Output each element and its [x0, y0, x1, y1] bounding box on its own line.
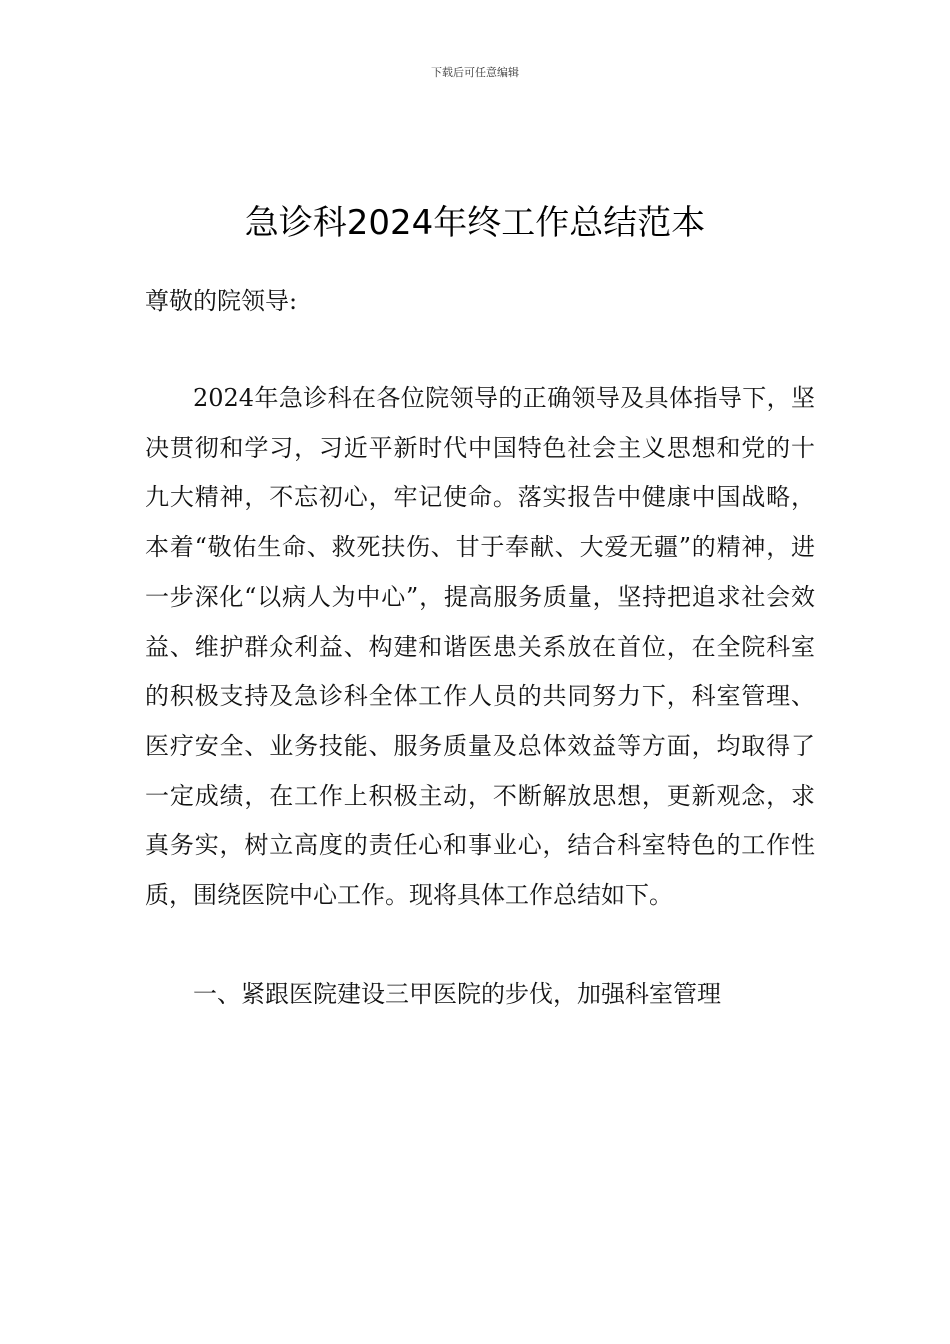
document-title: 急诊科2024年终工作总结范本 [244, 202, 706, 243]
header-note: 下载后可任意编辑 [431, 66, 519, 79]
body-paragraph: 2024年急诊科在各位院领导的正确领导及具体指导下，坚决贯彻和学习，习近平新时代中国特色社会主义思想和党的十九大精神，不忘初心，牢记使命。落实报告中健康中国战略，本着“敬佑生命、救死扶伤、甘于奉献、大爱无疆”的精神，进一步深化“以病人为中心”，提高服务质量，坚持把追求社会效益、维护群众利益、构建和谐医患关系放在首位，在全院科室的积极支持及急诊科全体工作人员的共同努力下，科室管理、医疗安全、业务技能、服务质量及总体效益等方面，均取得了一定成绩，在工作上积极主动，不断解放思想，更新观念，求真务实，树立高度的责任心和事业心，结合科室特色的工作性质，围绕医院中心工作。现将具体工作总结如下。 [145, 384, 815, 910]
section-heading: 一、紧跟医院建设三甲医院的步伐，加强科室管理 [193, 979, 721, 1008]
salutation: 尊敬的院领导: [145, 287, 298, 315]
document-body [145, 276, 815, 1019]
